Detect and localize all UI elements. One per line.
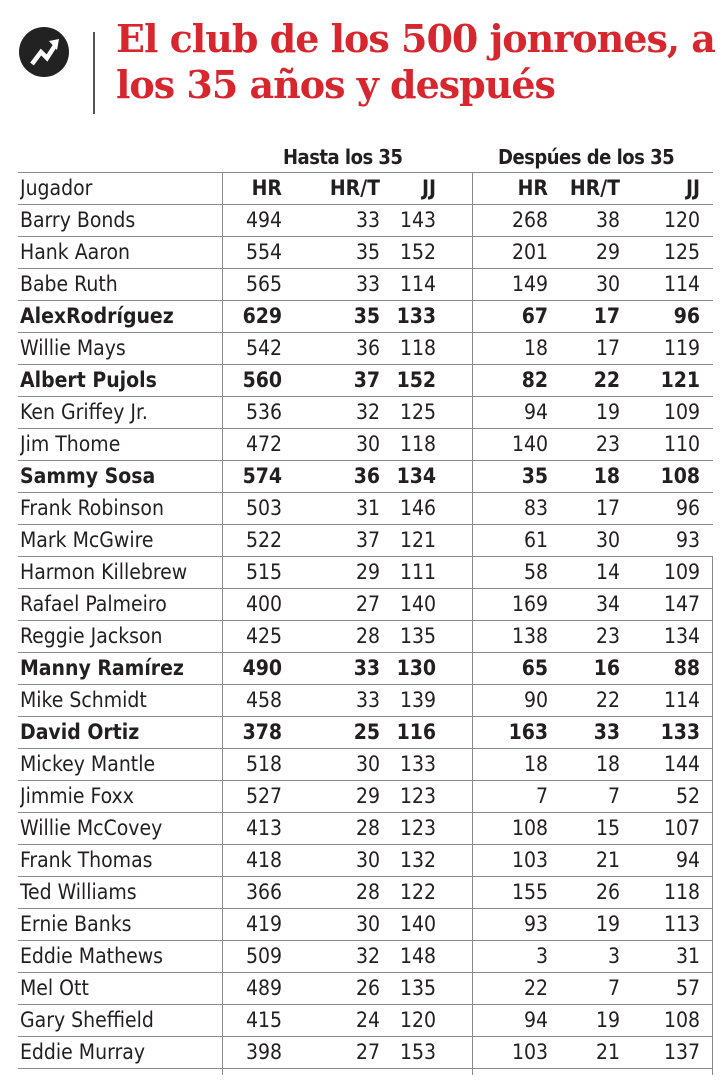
hr-after-cell: 18 (523, 752, 548, 776)
player-name-cell: Mark McGwire (20, 528, 154, 552)
hrt-after-cell: 26 (595, 880, 620, 904)
hrt-before-cell: 29 (355, 560, 380, 584)
hr-after-cell: 155 (511, 880, 548, 904)
hr-after-cell: 61 (523, 528, 548, 552)
player-name-cell: Willie McCovey (20, 816, 163, 840)
hr-before-cell: 458 (245, 688, 282, 712)
hr-before-cell: 400 (245, 592, 282, 616)
hrt-after-cell: 17 (593, 304, 620, 328)
player-name-cell: Frank Thomas (20, 848, 153, 872)
hr-before-cell: 565 (245, 272, 282, 296)
hrt-after-cell: 34 (595, 592, 620, 616)
hrt-before-cell: 28 (355, 624, 380, 648)
table-row (18, 332, 713, 364)
jj-before-cell: 121 (399, 528, 436, 552)
group-header-before-35: Hasta los 35 (283, 145, 403, 169)
jj-before-cell: 125 (399, 400, 436, 424)
player-name-cell: Mickey Mantle (20, 752, 156, 776)
player-name-cell: Ted Williams (20, 880, 137, 904)
jj-after-cell: 125 (663, 240, 700, 264)
hr-before-cell: 415 (245, 1008, 282, 1032)
hr-after-cell: 103 (511, 1040, 548, 1064)
jj-after-cell: 109 (663, 400, 700, 424)
hrt-after-cell: 29 (595, 240, 620, 264)
jj-after-cell: 107 (663, 816, 700, 840)
table-row (18, 268, 713, 300)
hr-before-cell: 378 (242, 720, 282, 744)
hr-before-cell: 419 (245, 912, 282, 936)
jj-after-cell: 88 (673, 656, 700, 680)
hr-after-cell: 103 (511, 848, 548, 872)
hrt-after-cell: 15 (595, 816, 620, 840)
jj-after-cell: 109 (663, 560, 700, 584)
jj-before-cell: 143 (399, 208, 436, 232)
hrt-before-cell: 33 (355, 688, 380, 712)
hr-before-cell: 509 (245, 944, 282, 968)
table-header-row (18, 172, 713, 204)
column-header-jj-before: JJ (421, 176, 436, 200)
table-right-border (712, 556, 713, 1075)
hrt-before-cell: 35 (355, 240, 380, 264)
hrt-before-cell: 33 (355, 272, 380, 296)
hrt-after-cell: 17 (595, 336, 620, 360)
hr-before-cell: 515 (245, 560, 282, 584)
player-name-cell: Mel Ott (20, 976, 89, 1000)
player-name-cell: AlexRodríguez (20, 304, 174, 328)
hr-before-cell: 518 (245, 752, 282, 776)
jj-before-cell: 135 (399, 624, 436, 648)
hrt-after-cell: 19 (595, 1008, 620, 1032)
hr-before-cell: 413 (245, 816, 282, 840)
table-row (18, 396, 713, 428)
jj-before-cell: 152 (399, 240, 436, 264)
table-row (18, 620, 713, 652)
hrt-after-cell: 23 (595, 432, 620, 456)
hr-before-cell: 366 (245, 880, 282, 904)
player-name-cell: Harmon Killebrew (20, 560, 188, 584)
hrt-after-cell: 19 (595, 400, 620, 424)
player-name-cell: David Ortiz (20, 720, 140, 744)
hr-after-cell: 268 (511, 208, 548, 232)
page-title: El club de los 500 jonrones, a los 35 años y después (116, 16, 715, 107)
jj-before-cell: 140 (399, 912, 436, 936)
hrt-before-cell: 27 (355, 592, 380, 616)
table-row (18, 684, 713, 716)
jj-after-cell: 108 (663, 1008, 700, 1032)
jj-before-cell: 122 (399, 880, 436, 904)
column-header-player: Jugador (20, 176, 93, 200)
table-row (18, 812, 713, 844)
table-row (18, 204, 713, 236)
player-name-cell: Jim Thome (20, 432, 121, 456)
jj-before-cell: 135 (399, 976, 436, 1000)
hrt-before-cell: 28 (355, 880, 380, 904)
hr-after-cell: 163 (508, 720, 548, 744)
hr-before-cell: 494 (245, 208, 282, 232)
hr-after-cell: 149 (511, 272, 548, 296)
table-row (18, 940, 713, 972)
column-group-headers (0, 143, 727, 171)
jj-before-cell: 148 (399, 944, 436, 968)
hr-before-cell: 425 (245, 624, 282, 648)
hrt-before-cell: 25 (353, 720, 380, 744)
player-name-cell: Babe Ruth (20, 272, 118, 296)
jj-before-cell: 146 (399, 496, 436, 520)
hrt-before-cell: 36 (355, 336, 380, 360)
column-header-hrt-before: HR/T (329, 176, 380, 200)
jj-after-cell: 120 (663, 208, 700, 232)
hrt-after-cell: 33 (593, 720, 620, 744)
table-row (18, 300, 713, 332)
hr-after-cell: 108 (511, 816, 548, 840)
jj-after-cell: 114 (663, 688, 700, 712)
jj-after-cell: 52 (675, 784, 700, 808)
column-header-hr-after: HR (517, 176, 548, 200)
jj-after-cell: 108 (660, 464, 700, 488)
table-row (18, 972, 713, 1004)
hr-after-cell: 169 (511, 592, 548, 616)
jj-before-cell: 153 (399, 1040, 436, 1064)
table-row (18, 908, 713, 940)
hrt-after-cell: 30 (595, 272, 620, 296)
hr-before-cell: 629 (242, 304, 282, 328)
hr-after-cell: 35 (521, 464, 548, 488)
hrt-before-cell: 33 (353, 656, 380, 680)
jj-before-cell: 120 (399, 1008, 436, 1032)
jj-after-cell: 121 (660, 368, 700, 392)
table-row (18, 716, 713, 748)
column-divider-player (222, 172, 223, 1075)
column-header-hr-before: HR (251, 176, 282, 200)
table-row (18, 524, 713, 556)
hrt-before-cell: 29 (355, 784, 380, 808)
jj-before-cell: 139 (399, 688, 436, 712)
hr-before-cell: 472 (245, 432, 282, 456)
table-row (18, 460, 713, 492)
jj-before-cell: 132 (399, 848, 436, 872)
jj-after-cell: 96 (675, 496, 700, 520)
hr-after-cell: 22 (523, 976, 548, 1000)
jj-after-cell: 113 (663, 912, 700, 936)
hr-after-cell: 65 (521, 656, 548, 680)
table-row (18, 364, 713, 396)
hrt-after-cell: 38 (595, 208, 620, 232)
hrt-before-cell: 28 (355, 816, 380, 840)
hrt-after-cell: 17 (595, 496, 620, 520)
hrt-before-cell: 30 (355, 912, 380, 936)
jj-after-cell: 118 (663, 880, 700, 904)
hr-before-cell: 536 (245, 400, 282, 424)
player-name-cell: Eddie Mathews (20, 944, 163, 968)
player-name-cell: Rafael Palmeiro (20, 592, 167, 616)
column-divider-groups (472, 172, 473, 1075)
hr-before-cell: 527 (245, 784, 282, 808)
jj-after-cell: 137 (663, 1040, 700, 1064)
jj-before-cell: 152 (396, 368, 436, 392)
stats-table (18, 172, 713, 1069)
hr-before-cell: 418 (245, 848, 282, 872)
hrt-before-cell: 35 (353, 304, 380, 328)
jj-after-cell: 114 (663, 272, 700, 296)
hrt-before-cell: 33 (355, 208, 380, 232)
hrt-after-cell: 16 (593, 656, 620, 680)
table-row (18, 780, 713, 812)
hr-before-cell: 398 (245, 1040, 282, 1064)
hrt-after-cell: 18 (595, 752, 620, 776)
player-name-cell: Willie Mays (20, 336, 126, 360)
hr-after-cell: 90 (523, 688, 548, 712)
hrt-after-cell: 3 (607, 944, 620, 968)
player-name-cell: Eddie Murray (20, 1040, 145, 1064)
jj-before-cell: 123 (399, 784, 436, 808)
hr-before-cell: 560 (242, 368, 282, 392)
hrt-before-cell: 36 (353, 464, 380, 488)
hr-before-cell: 574 (242, 464, 282, 488)
player-name-cell: Ernie Banks (20, 912, 132, 936)
jj-before-cell: 123 (399, 816, 436, 840)
hr-after-cell: 3 (535, 944, 548, 968)
jj-after-cell: 119 (663, 336, 700, 360)
header-divider (93, 32, 95, 114)
table-row (18, 428, 713, 460)
player-name-cell: Mike Schmidt (20, 688, 147, 712)
jj-before-cell: 118 (399, 336, 436, 360)
hr-after-cell: 7 (535, 784, 548, 808)
hrt-after-cell: 7 (607, 784, 620, 808)
jj-before-cell: 114 (399, 272, 436, 296)
player-name-cell: Hank Aaron (20, 240, 131, 264)
table-row (18, 748, 713, 780)
player-name-cell: Ken Griffey Jr. (20, 400, 148, 424)
player-name-cell: Sammy Sosa (20, 464, 156, 488)
hrt-before-cell: 37 (353, 368, 380, 392)
hr-before-cell: 503 (245, 496, 282, 520)
hr-after-cell: 83 (523, 496, 548, 520)
hr-before-cell: 522 (245, 528, 282, 552)
table-row (18, 588, 713, 620)
hrt-before-cell: 30 (355, 752, 380, 776)
hr-after-cell: 67 (521, 304, 548, 328)
hr-after-cell: 93 (523, 912, 548, 936)
jj-before-cell: 116 (396, 720, 436, 744)
player-name-cell: Barry Bonds (20, 208, 136, 232)
trend-arrow-icon (19, 27, 69, 77)
hr-after-cell: 94 (523, 400, 548, 424)
player-name-cell: Jimmie Foxx (20, 784, 134, 808)
hrt-after-cell: 30 (595, 528, 620, 552)
hrt-after-cell: 18 (593, 464, 620, 488)
hr-after-cell: 201 (511, 240, 548, 264)
hr-before-cell: 554 (245, 240, 282, 264)
hrt-before-cell: 24 (355, 1008, 380, 1032)
hrt-after-cell: 21 (595, 848, 620, 872)
hrt-after-cell: 7 (607, 976, 620, 1000)
hr-before-cell: 490 (242, 656, 282, 680)
hr-before-cell: 489 (245, 976, 282, 1000)
hrt-after-cell: 14 (595, 560, 620, 584)
hrt-before-cell: 30 (355, 848, 380, 872)
hrt-after-cell: 23 (595, 624, 620, 648)
table-row (18, 1036, 713, 1069)
table-row (18, 492, 713, 524)
player-name-cell: Frank Robinson (20, 496, 164, 520)
column-header-hrt-after: HR/T (569, 176, 620, 200)
hrt-before-cell: 27 (355, 1040, 380, 1064)
hrt-before-cell: 30 (355, 432, 380, 456)
jj-before-cell: 111 (399, 560, 436, 584)
player-name-cell: Albert Pujols (20, 368, 157, 392)
table-row (18, 556, 713, 588)
hrt-after-cell: 21 (595, 1040, 620, 1064)
table-row (18, 1004, 713, 1036)
hr-after-cell: 138 (511, 624, 548, 648)
jj-before-cell: 133 (399, 752, 436, 776)
jj-after-cell: 110 (663, 432, 700, 456)
jj-before-cell: 118 (399, 432, 436, 456)
jj-after-cell: 94 (675, 848, 700, 872)
header (0, 0, 727, 130)
hrt-before-cell: 37 (355, 528, 380, 552)
jj-before-cell: 134 (396, 464, 436, 488)
hrt-before-cell: 32 (355, 944, 380, 968)
jj-before-cell: 140 (399, 592, 436, 616)
column-header-jj-after: JJ (685, 176, 700, 200)
jj-after-cell: 93 (675, 528, 700, 552)
jj-after-cell: 96 (673, 304, 700, 328)
hrt-before-cell: 31 (355, 496, 380, 520)
hr-after-cell: 18 (523, 336, 548, 360)
hr-after-cell: 58 (523, 560, 548, 584)
jj-after-cell: 133 (660, 720, 700, 744)
hr-after-cell: 140 (511, 432, 548, 456)
player-name-cell: Reggie Jackson (20, 624, 163, 648)
table-row (18, 876, 713, 908)
jj-after-cell: 144 (663, 752, 700, 776)
hr-before-cell: 542 (245, 336, 282, 360)
player-name-cell: Manny Ramírez (20, 656, 184, 680)
player-name-cell: Gary Sheffield (20, 1008, 154, 1032)
jj-after-cell: 57 (675, 976, 700, 1000)
hrt-after-cell: 19 (595, 912, 620, 936)
hrt-before-cell: 32 (355, 400, 380, 424)
jj-after-cell: 31 (675, 944, 700, 968)
group-header-after-35: Despúes de los 35 (498, 145, 675, 169)
hrt-before-cell: 26 (355, 976, 380, 1000)
table-row (18, 236, 713, 268)
jj-before-cell: 130 (396, 656, 436, 680)
jj-before-cell: 133 (396, 304, 436, 328)
hr-after-cell: 82 (521, 368, 548, 392)
table-row (18, 652, 713, 684)
jj-after-cell: 134 (663, 624, 700, 648)
hrt-after-cell: 22 (593, 368, 620, 392)
table-row (18, 844, 713, 876)
jj-after-cell: 147 (663, 592, 700, 616)
hrt-after-cell: 22 (595, 688, 620, 712)
hr-after-cell: 94 (523, 1008, 548, 1032)
